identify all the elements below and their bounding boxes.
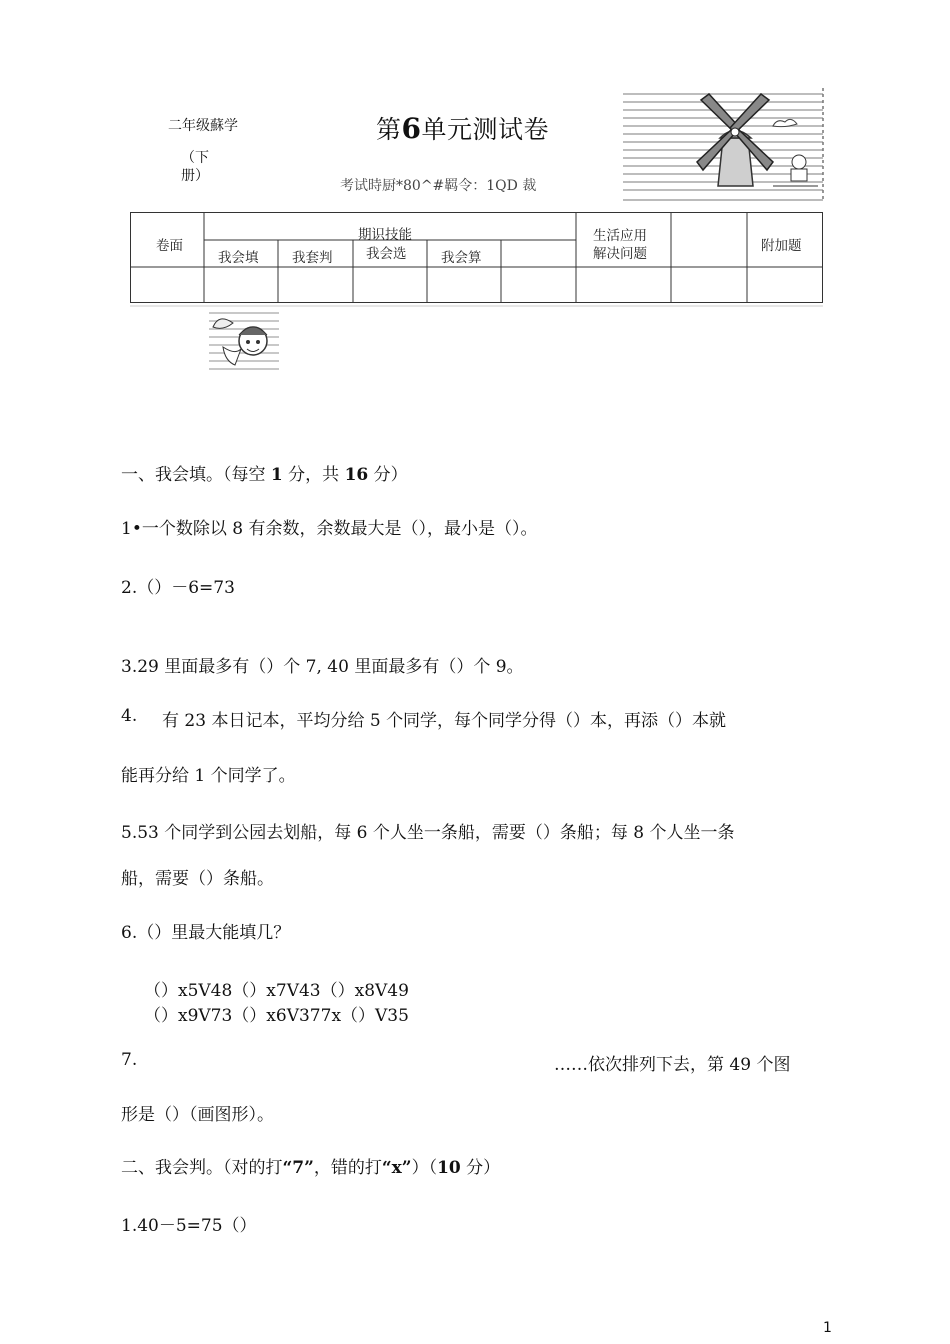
- windmill-illustration: [623, 88, 825, 201]
- question-4-line-1: 有 23 本日记本，平均分给 5 个同学，每个同学分得（）本，再添（）本就: [162, 711, 727, 731]
- section-1-title: [121, 460, 408, 485]
- title-number: 6: [401, 112, 422, 145]
- s2-title-part: 二、我会判。（对的打: [121, 1158, 283, 1178]
- exam-info: 考试時厨*80^#羁令：1QD 裁: [340, 178, 537, 194]
- question-5-line-1: 5.53 个同学到公园去划船，每 6 个人坐一条船，需要（）条船；每 8 个人坐一条: [121, 823, 735, 843]
- sub-calc: 我会算: [441, 250, 482, 266]
- sub-solve: 解决问题: [593, 246, 647, 262]
- s2-title-part: “7”: [282, 1158, 314, 1178]
- col-extra: 附加题: [761, 238, 802, 254]
- group-life: 生活应用: [593, 228, 647, 244]
- grade-label: 二年级蘇学: [168, 118, 238, 134]
- question-7-line-2: 形是（）（画图形）。: [121, 1105, 274, 1125]
- s1-title-part: 1: [270, 465, 283, 485]
- question-4-line-2: 能再分给 1 个同学了。: [121, 766, 296, 786]
- question-4-number: 4.: [121, 706, 138, 726]
- title-suffix: 单元测试卷: [421, 115, 550, 144]
- s1-title-part: 16: [344, 465, 369, 485]
- sub-fill: 我会填: [218, 250, 259, 266]
- question-6-row-1: （）x5V48（）x7V43（）x8V49: [144, 981, 409, 1001]
- s2-title-part: 10: [437, 1158, 461, 1178]
- s1-title-part: 一、我会填。（每空: [121, 465, 271, 485]
- question-7-line-1: ……依次排列下去，第 49 个图: [554, 1055, 791, 1075]
- s1-title-part: 分，共: [282, 465, 345, 485]
- sub-judge: 我套判: [292, 250, 333, 266]
- judge-question-1: 1.40－5=75（）: [121, 1216, 257, 1236]
- angel-illustration: [209, 309, 279, 371]
- s2-title-part: ）（: [411, 1158, 438, 1178]
- question-7-number: 7.: [121, 1050, 138, 1070]
- question-3: 3.29 里面最多有（）个 7, 40 里面最多有（）个 9。: [121, 657, 524, 677]
- s2-title-part: ，错的打: [313, 1158, 382, 1178]
- question-2: 2.（）－6=73: [121, 578, 235, 598]
- question-6-row-2: （）x9V73（）x6V377x（）V35: [144, 1006, 409, 1026]
- score-table: [130, 212, 823, 304]
- s1-title-part: 分）: [368, 465, 408, 485]
- col-juanmian: 卷面: [156, 238, 183, 254]
- group-knowledge: 期识技能: [358, 227, 412, 243]
- s2-title-part: 分）: [460, 1158, 501, 1178]
- section-2-title: [121, 1153, 500, 1178]
- page-title: [376, 110, 549, 146]
- s2-title-part: “x”: [381, 1158, 412, 1178]
- question-1: 1•一个数除以 8 有余数，余数最大是（），最小是（）。: [121, 519, 538, 539]
- question-6: 6.（）里最大能填几？: [121, 923, 291, 943]
- volume-label: （下册）: [181, 150, 209, 184]
- sub-choose: 我会选: [366, 246, 407, 262]
- question-5-line-2: 船，需要（）条船。: [121, 869, 274, 889]
- page-number: 1: [823, 1320, 832, 1336]
- title-prefix: 第: [376, 115, 402, 144]
